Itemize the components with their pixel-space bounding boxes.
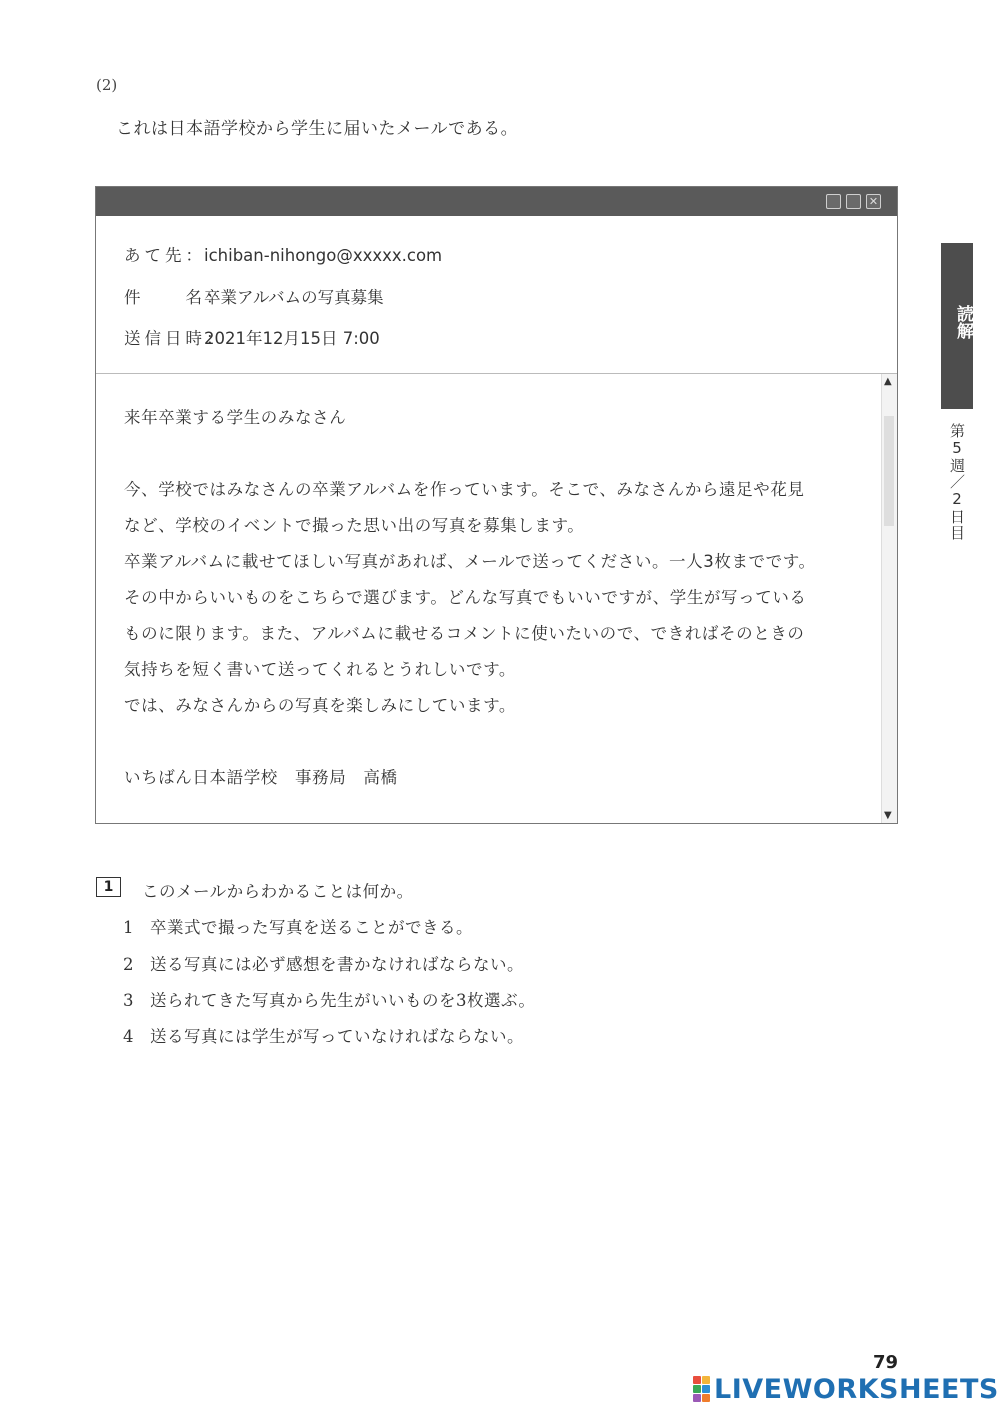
to-row bbox=[124, 242, 442, 266]
side-tab bbox=[941, 243, 973, 409]
close-button[interactable]: ✕ bbox=[866, 194, 881, 209]
side-tab-label: 読解 bbox=[953, 305, 973, 339]
liveworksheets-logo-icon bbox=[693, 1376, 710, 1402]
date-value: 2021年12月15日 7:00 bbox=[204, 329, 380, 348]
email-window bbox=[95, 186, 898, 824]
body-line: 気持ちを短く書いて送ってくれるとうれしいです。 bbox=[124, 660, 516, 679]
option-number: 1 bbox=[123, 918, 134, 937]
subject-value: 卒業アルバムの写真募集 bbox=[204, 288, 384, 307]
minimize-button[interactable] bbox=[826, 194, 841, 209]
scrollbar[interactable] bbox=[881, 374, 897, 823]
logo-square bbox=[693, 1385, 701, 1393]
answer-option[interactable] bbox=[123, 951, 524, 975]
option-number: 2 bbox=[123, 955, 134, 974]
logo-square bbox=[693, 1376, 701, 1384]
option-number: 3 bbox=[123, 991, 134, 1010]
logo-square bbox=[702, 1376, 710, 1384]
maximize-button[interactable] bbox=[846, 194, 861, 209]
answer-option[interactable] bbox=[123, 1023, 524, 1047]
week-label: 第5週／2日目 bbox=[948, 423, 966, 541]
scroll-down-icon[interactable]: ▼ bbox=[884, 810, 892, 821]
option-text: 送る写真には必ず感想を書かなければならない。 bbox=[150, 955, 524, 974]
scroll-thumb[interactable] bbox=[884, 416, 894, 526]
to-value: ichiban-nihongo@xxxxx.com bbox=[204, 246, 443, 265]
greeting: 来年卒業する学生のみなさん bbox=[124, 408, 347, 427]
to-label: あて先： bbox=[124, 246, 206, 265]
signature: いちばん日本語学校 事務局 高橋 bbox=[124, 768, 398, 787]
body-line: 卒業アルバムに載せてほしい写真があれば、メールで送ってください。一人3枚までです。 bbox=[124, 552, 816, 571]
logo-square bbox=[693, 1394, 701, 1402]
question-text: このメールからわかることは何か。 bbox=[142, 882, 414, 901]
logo-square bbox=[702, 1385, 710, 1393]
answer-option[interactable] bbox=[123, 987, 535, 1011]
logo-square bbox=[702, 1394, 710, 1402]
body-line: など、学校のイベントで撮った思い出の写真を募集します。 bbox=[124, 516, 585, 535]
section-label: (2) bbox=[96, 76, 118, 94]
subject-label: 件 名： bbox=[124, 288, 227, 307]
intro-text: これは日本語学校から学生に届いたメールである。 bbox=[116, 119, 519, 139]
option-text: 送る写真には学生が写っていなければならない。 bbox=[150, 1027, 524, 1046]
option-text: 送られてきた写真から先生がいいものを3枚選ぶ。 bbox=[150, 991, 536, 1010]
watermark bbox=[693, 1372, 999, 1406]
page-number: 79 bbox=[873, 1352, 899, 1373]
date-label: 送信日時： bbox=[124, 329, 227, 348]
scroll-up-icon[interactable]: ▲ bbox=[884, 376, 892, 387]
email-body bbox=[96, 374, 881, 823]
window-titlebar bbox=[96, 187, 897, 216]
body-line: では、みなさんからの写真を楽しみにしています。 bbox=[124, 696, 516, 715]
option-text: 卒業式で撮った写真を送ることができる。 bbox=[150, 918, 473, 937]
email-header bbox=[96, 216, 897, 374]
watermark-text: LIVEWORKSHEETS bbox=[714, 1373, 999, 1405]
date-row bbox=[124, 325, 380, 349]
body-line: その中からいいものをこちらで選びます。どんな写真でもいいですが、学生が写っている bbox=[124, 588, 807, 607]
option-number: 4 bbox=[123, 1027, 134, 1046]
body-line: 今、学校ではみなさんの卒業アルバムを作っています。そこで、みなさんから遠足や花見 bbox=[124, 480, 805, 499]
body-line: ものに限ります。また、アルバムに載せるコメントに使いたいので、できればそのときの bbox=[124, 624, 805, 643]
question-number: 1 bbox=[96, 877, 121, 897]
answer-option[interactable] bbox=[123, 914, 473, 938]
subject-row bbox=[124, 284, 384, 308]
